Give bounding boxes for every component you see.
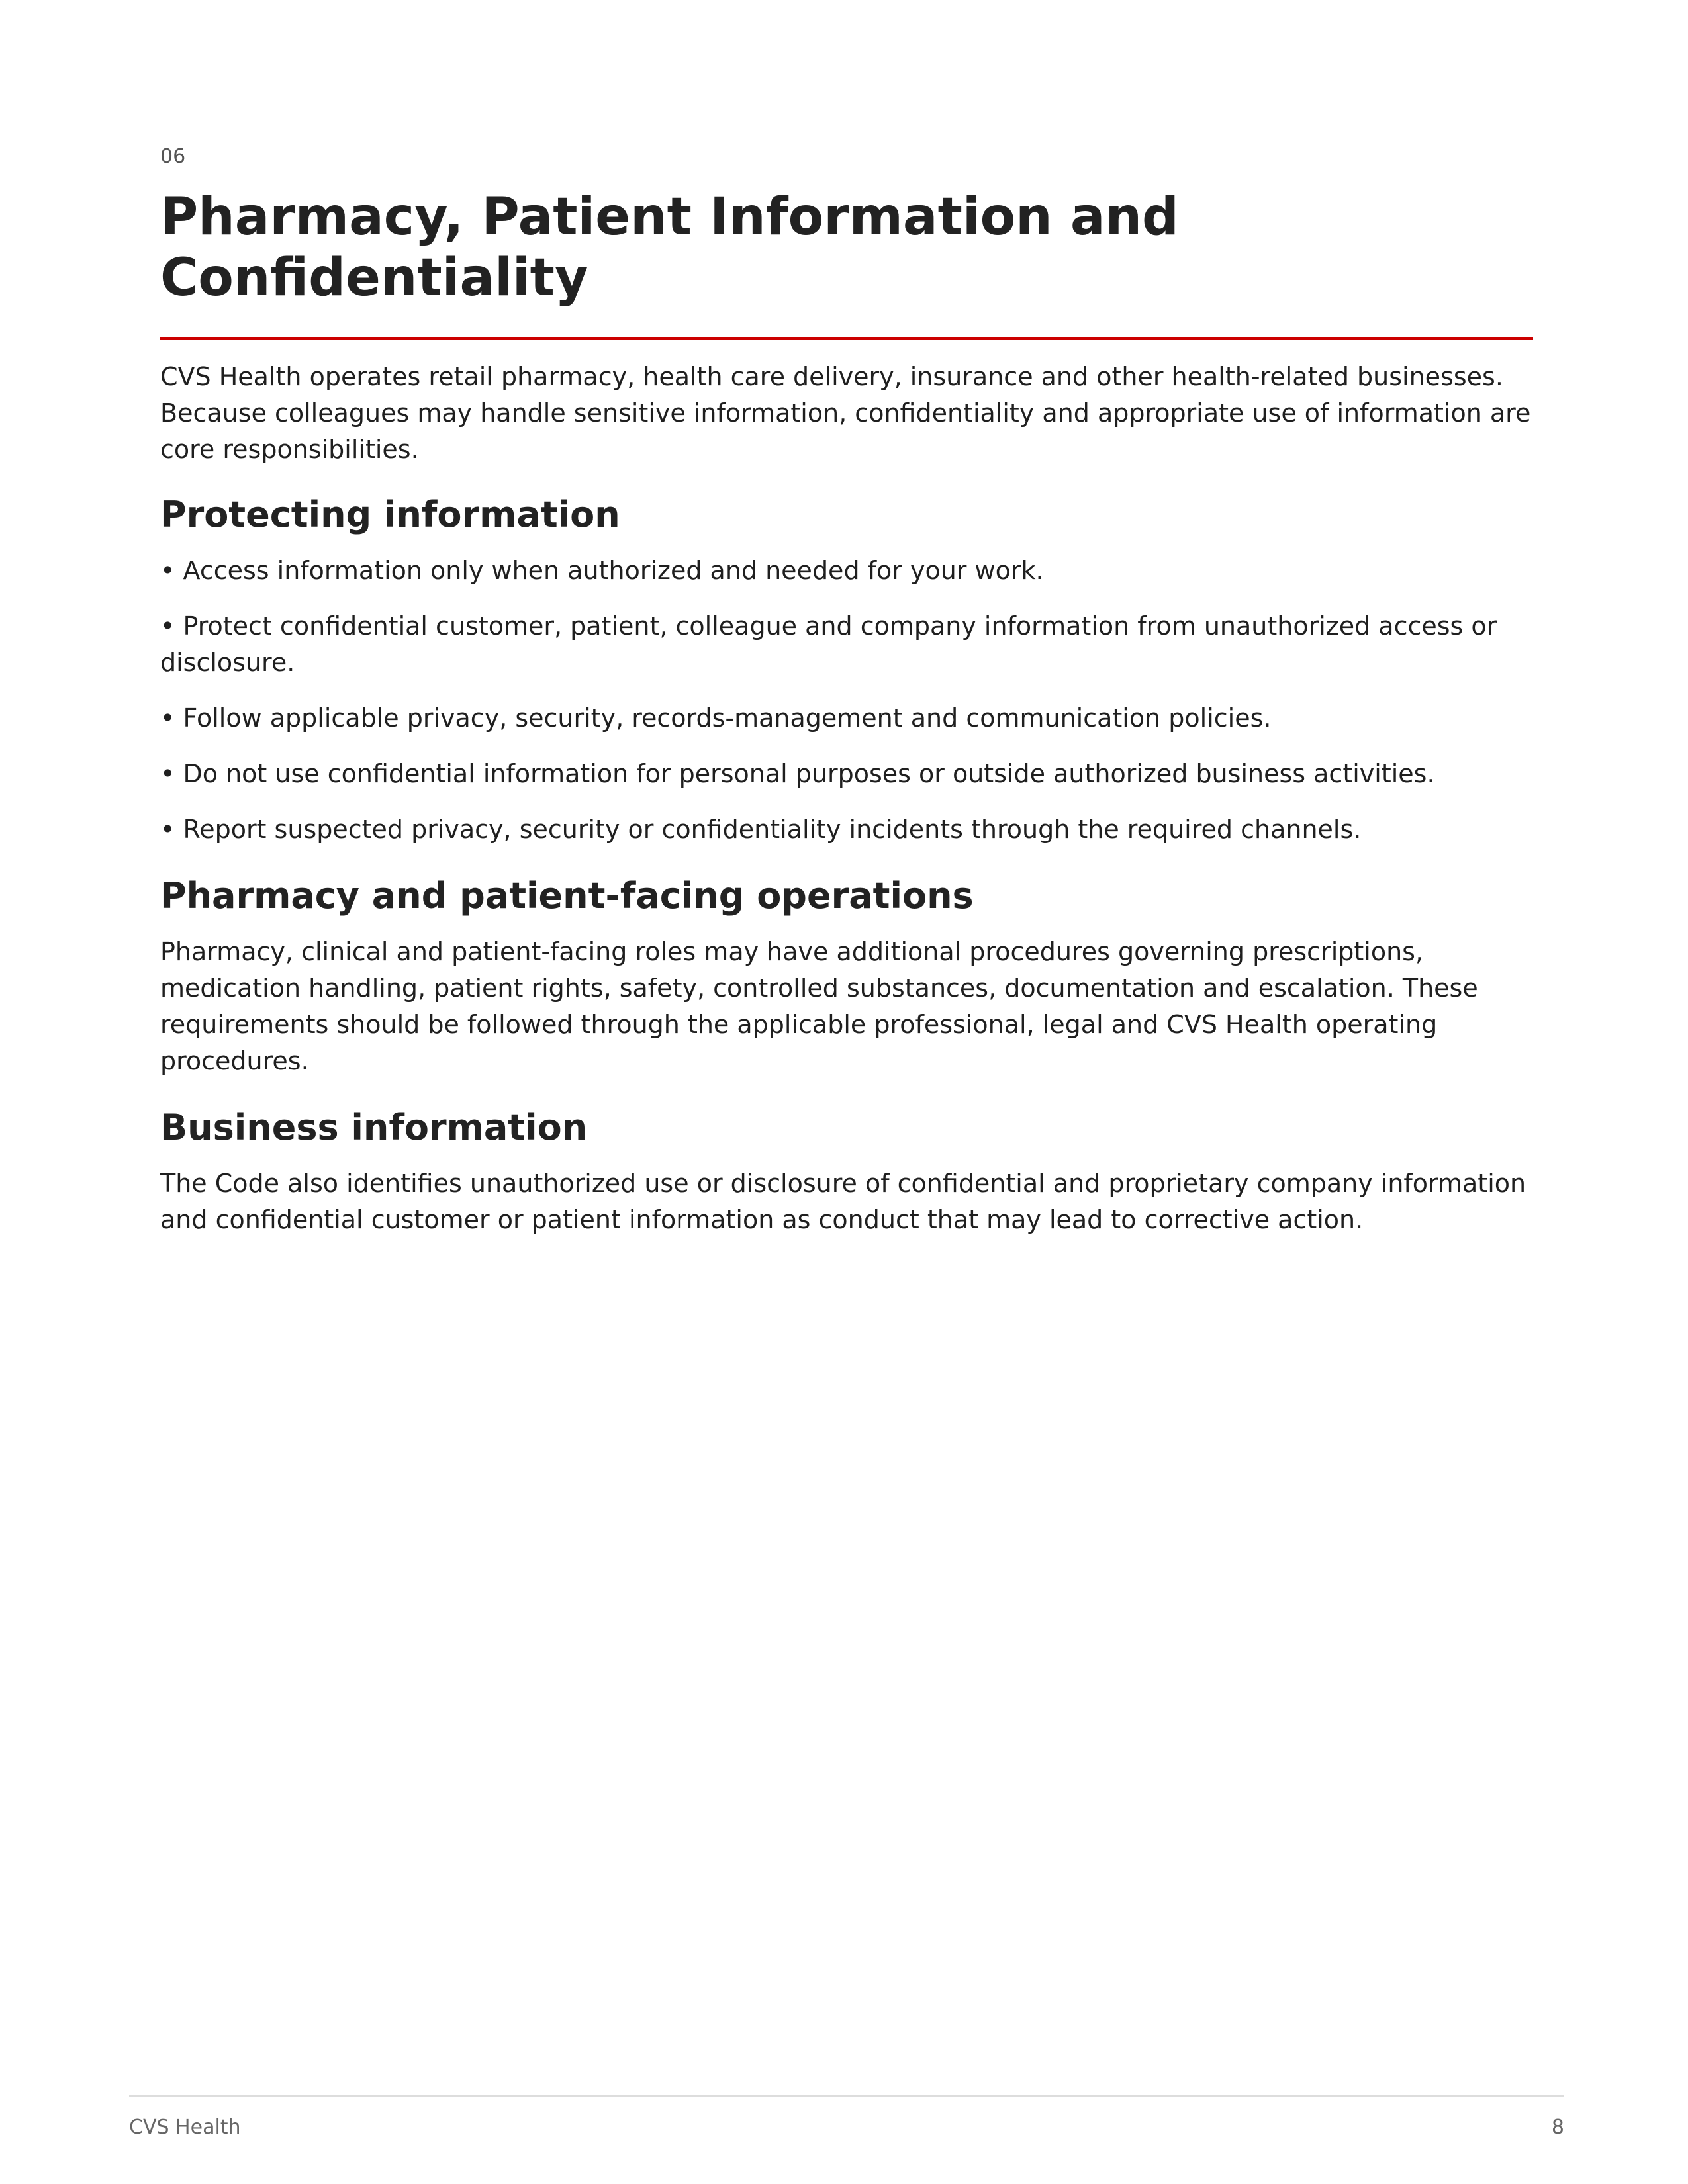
bullet-item: • Report suspected privacy, security or confidentiality incidents through the required channels. [160, 815, 1362, 844]
pharmacy-operations-paragraph: Pharmacy, clinical and patient-facing roles may have additional procedures governing prescriptions, medication handling, patient rights, safety, controlled substances, documentation and escalation. These requirements should be followed through the applicable professional, legal and CVS Health operating procedures. [160, 937, 1478, 1075]
page-title: Pharmacy, Patient Information and Confidentiality [160, 187, 1179, 308]
footer-company: CVS Health [129, 2116, 241, 2139]
bullet-item: • Do not use confidential information for personal purposes or outside authorized business activities. [160, 759, 1435, 788]
title-divider [160, 337, 1533, 340]
section-number: 06 [160, 145, 186, 168]
bullet-item: • Access information only when authorized and needed for your work. [160, 556, 1044, 585]
footer-divider [129, 2095, 1564, 2097]
pharmacy-operations-heading: Pharmacy and patient-facing operations [160, 875, 974, 917]
protecting-information-heading: Protecting information [160, 494, 620, 535]
bullet-item: • Follow applicable privacy, security, records-management and communication policies. [160, 704, 1272, 733]
footer-page-number: 8 [1551, 2116, 1564, 2139]
main-content [160, 359, 1537, 1238]
business-information-paragraph: The Code also identifies unauthorized use or disclosure of confidential and proprietary company information and confidential customer or patient information as conduct that may lead to corrective action. [160, 1169, 1526, 1234]
business-information-heading: Business information [160, 1107, 588, 1148]
bullet-item: • Protect confidential customer, patient, colleague and company information from unauthorized access or disclosure. [160, 612, 1497, 677]
intro-paragraph: CVS Health operates retail pharmacy, health care delivery, insurance and other health-related businesses. Because colleagues may handle sensitive information, confidentiality and appropriate use of information are core responsibilities. [160, 362, 1531, 464]
